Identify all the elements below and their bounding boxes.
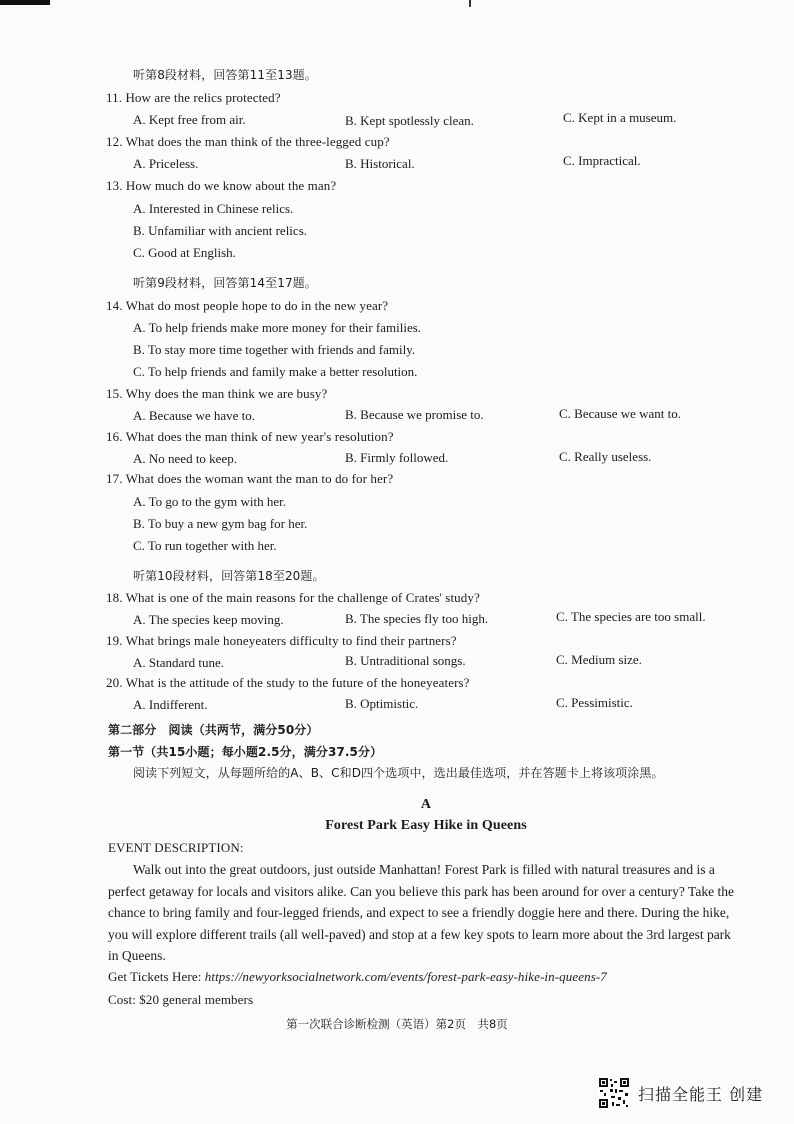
question-12 <box>106 134 390 150</box>
passage-line-5: in Queens. <box>108 948 166 963</box>
section-9-intro: 听第9段材料，回答第14至17题。 <box>133 276 317 290</box>
option-b: B. Kept spotlessly clean. <box>345 113 474 128</box>
option-c: C. Impractical. <box>563 153 641 168</box>
question-text: How are the relics protected? <box>125 90 281 105</box>
passage-line-2: perfect getaway for locals and visitors alike. Can you believe this park has been around for over a century? Take the <box>108 884 734 899</box>
question-text: What does the woman want the man to do for her? <box>125 471 394 486</box>
option-a: A. Indifferent. <box>133 697 208 712</box>
option-c: C. To help friends and family make a better resolution. <box>133 364 418 379</box>
question-number: 17. <box>106 471 123 486</box>
option-c: C. To run together with her. <box>133 538 277 553</box>
option-a: A. Kept free from air. <box>133 112 246 127</box>
registration-mark <box>0 0 50 5</box>
question-text: What do most people hope to do in the new year? <box>125 298 389 313</box>
question-text: What brings male honeyeaters difficulty to find their partners? <box>125 633 457 648</box>
passage-letter: A <box>420 797 432 812</box>
cost-line: Cost: $20 general members <box>108 992 254 1007</box>
question-text: What does the man think of the three-legged cup? <box>125 134 390 149</box>
question-number: 14. <box>106 298 123 313</box>
option-a: A. Interested in Chinese relics. <box>133 201 294 216</box>
option-c: C. The species are too small. <box>556 609 706 624</box>
question-text: How much do we know about the man? <box>125 178 337 193</box>
tickets-link[interactable]: https://newyorksocialnetwork.com/events/forest-park-easy-hike-in-queens-7 <box>204 969 607 984</box>
option-b: B. To buy a new gym bag for her. <box>133 516 308 531</box>
option-c: C. Really useless. <box>559 449 652 464</box>
watermark-text: 扫描全能王 创建 <box>638 1084 764 1104</box>
question-number: 18. <box>106 590 123 605</box>
question-18 <box>106 590 480 606</box>
question-number: 16. <box>106 429 123 444</box>
question-number: 15. <box>106 386 123 401</box>
question-number: 11. <box>106 90 123 105</box>
option-b: B. To stay more time together with friends and family. <box>133 342 416 357</box>
option-b: B. The species fly too high. <box>345 611 489 626</box>
option-c: C. Medium size. <box>556 652 642 667</box>
scanner-watermark <box>598 1076 763 1110</box>
section-8-intro: 听第8段材料，回答第11至13题。 <box>133 68 317 82</box>
option-a: A. Standard tune. <box>133 655 224 670</box>
question-text: What is one of the main reasons for the challenge of Crates' study? <box>125 590 480 605</box>
passage-line-1: Walk out into the great outdoors, just outside Manhattan! Forest Park is filled with natural treasures and is a <box>133 862 715 877</box>
reading-instruction: 阅读下列短文，从每题所给的A、B、C和D四个选项中，选出最佳选项，并在答题卡上将该项涂黑。 <box>133 766 664 780</box>
passage-line-3: chance to bring family and four-legged friends, and expect to see a friendly doggie here and there. During the hike, <box>108 905 730 920</box>
question-text: What does the man think of new year's resolution? <box>125 429 394 444</box>
option-b: B. Historical. <box>345 156 415 171</box>
question-20 <box>106 675 470 691</box>
question-15 <box>106 386 327 402</box>
part-2-heading: 第二部分 阅读（共两节，满分50分） <box>108 723 319 737</box>
option-b: B. Firmly followed. <box>345 450 449 465</box>
question-number: 20. <box>106 675 123 690</box>
question-number: 19. <box>106 633 123 648</box>
question-number: 12. <box>106 134 123 149</box>
option-b: B. Because we promise to. <box>345 407 484 422</box>
question-text: Why does the man think we are busy? <box>125 386 328 401</box>
option-a: A. To help friends make more money for their families. <box>133 320 422 335</box>
option-b: B. Unfamiliar with ancient relics. <box>133 223 308 238</box>
section-1-heading: 第一节（共15小题；每小题2.5分，满分37.5分） <box>108 745 383 759</box>
option-c: C. Pessimistic. <box>556 695 633 710</box>
option-a: A. No need to keep. <box>133 451 237 466</box>
question-11 <box>106 90 281 106</box>
option-c: C. Good at English. <box>133 245 236 260</box>
fold-mark <box>469 0 471 7</box>
section-10-intro: 听第10段材料，回答第18至20题。 <box>133 569 325 583</box>
question-19 <box>106 633 457 649</box>
option-a: A. Priceless. <box>133 156 199 171</box>
option-b: B. Untraditional songs. <box>345 653 466 668</box>
passage-title: Forest Park Easy Hike in Queens <box>325 818 527 833</box>
tickets-label: Get Tickets Here: <box>108 969 205 984</box>
tickets-line <box>108 969 607 985</box>
question-16 <box>106 429 394 445</box>
question-17 <box>106 471 393 487</box>
option-c: C. Because we want to. <box>559 406 682 421</box>
option-a: A. Because we have to. <box>133 408 256 423</box>
qr-code-icon <box>598 1077 630 1109</box>
question-13 <box>106 178 336 194</box>
option-a: A. To go to the gym with her. <box>133 494 287 509</box>
event-description-label: EVENT DESCRIPTION: <box>108 840 244 855</box>
option-b: B. Optimistic. <box>345 696 419 711</box>
question-text: What is the attitude of the study to the future of the honeyeaters? <box>125 675 470 690</box>
passage-line-4: you will explore different trails (all well-paved) and stop at a few key spots to learn more about the 3rd largest park <box>108 927 731 942</box>
option-c: C. Kept in a museum. <box>563 110 677 125</box>
option-a: A. The species keep moving. <box>133 612 284 627</box>
question-number: 13. <box>106 178 123 193</box>
page-footer: 第一次联合诊断检测（英语）第2页 共8页 <box>286 1017 508 1031</box>
question-14 <box>106 298 388 314</box>
